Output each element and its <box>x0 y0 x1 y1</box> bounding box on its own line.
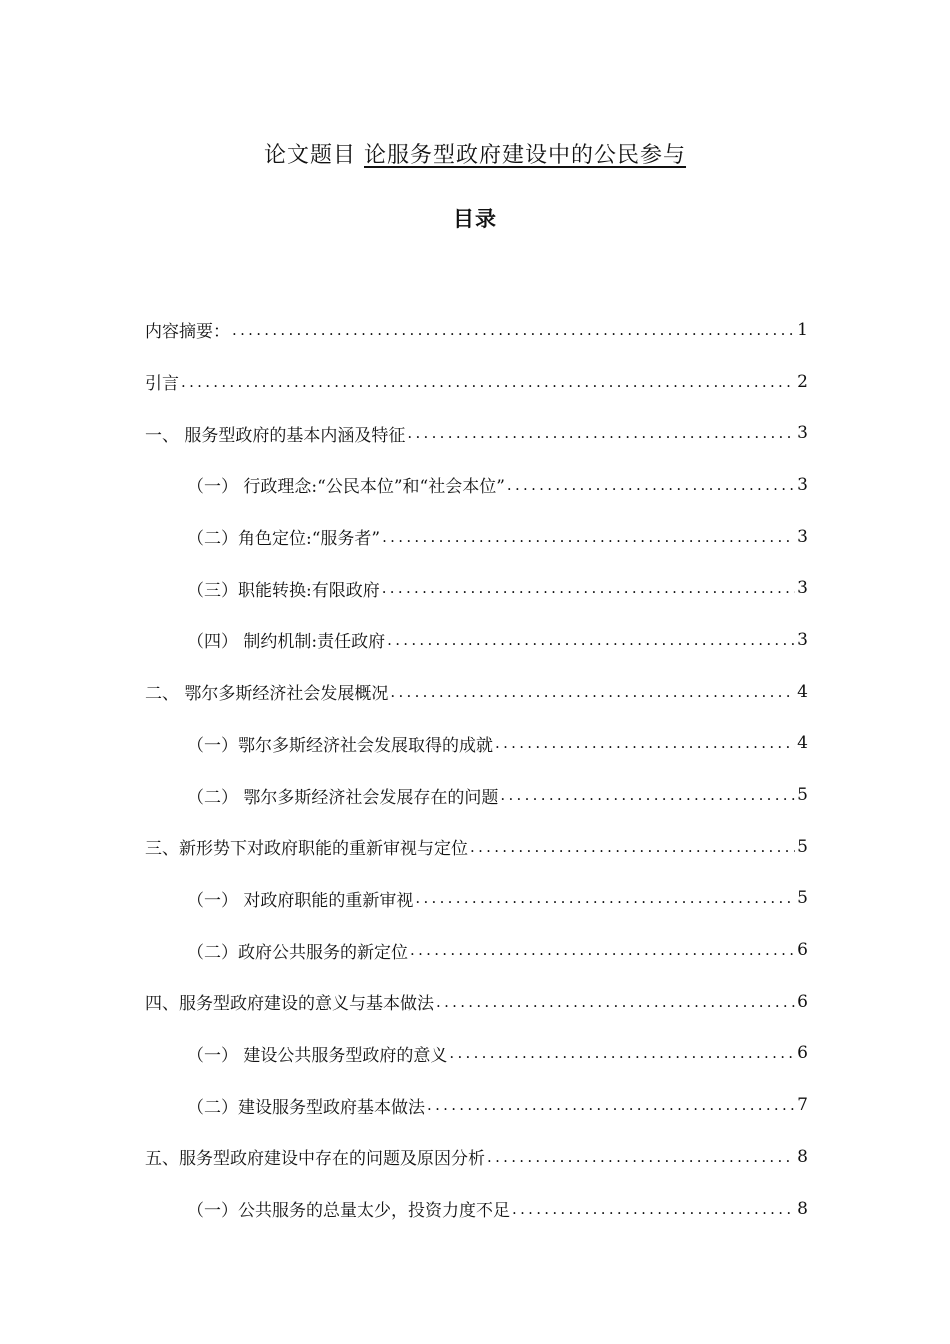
toc-entry-page-number: 3 <box>797 526 808 547</box>
toc-entry-title: 三、新形势下对政府职能的重新审视与定位 <box>145 839 468 860</box>
toc-entry-page-number: 5 <box>797 888 808 909</box>
toc-entry[interactable] <box>145 769 808 821</box>
toc-entry-title: （三）职能转换:有限政府 <box>187 580 380 601</box>
toc-entry-page-number: 1 <box>797 319 808 340</box>
toc-heading: 目录 <box>453 206 497 231</box>
toc-entry-title: （一）鄂尔多斯经济社会发展取得的成就 <box>187 735 493 756</box>
toc-entry[interactable] <box>145 304 808 356</box>
toc-entry-page-number: 8 <box>797 1198 808 1219</box>
toc-dot-leader <box>470 838 795 856</box>
thesis-title <box>0 138 950 169</box>
toc-entry-page-number: 6 <box>797 991 808 1012</box>
toc-entry-page-number: 5 <box>797 785 808 806</box>
toc-dot-leader <box>415 889 795 907</box>
toc-dot-leader <box>390 683 795 701</box>
toc-entry[interactable] <box>145 1131 808 1183</box>
toc-entry[interactable] <box>145 407 808 459</box>
toc-entry[interactable] <box>145 718 808 770</box>
toc-entry-title: （四） 制约机制:责任政府 <box>187 632 386 653</box>
toc-entry-page-number: 5 <box>797 836 808 857</box>
toc-entry-title: 引言 <box>145 374 179 395</box>
toc-dot-leader <box>407 424 795 442</box>
toc-dot-leader <box>495 734 795 752</box>
toc-dot-leader <box>181 373 795 391</box>
toc-entry[interactable] <box>145 666 808 718</box>
toc-entry[interactable] <box>145 873 808 925</box>
toc-entry-title: （一） 行政理念:“公民本位”和“社会本位” <box>187 477 505 498</box>
toc-dot-leader <box>449 1044 795 1062</box>
toc-entry-title: （二）建设服务型政府基本做法 <box>187 1097 425 1118</box>
toc-entry-title: （二）政府公共服务的新定位 <box>187 942 408 963</box>
toc-dot-leader <box>507 476 795 494</box>
toc-entry[interactable] <box>145 614 808 666</box>
toc-entry-title: 四、服务型政府建设的意义与基本做法 <box>145 994 434 1015</box>
table-of-contents <box>145 304 808 1234</box>
toc-dot-leader <box>232 321 795 339</box>
toc-entry[interactable] <box>145 562 808 614</box>
thesis-title-text: 论服务型政府建设中的公民参与 <box>364 143 687 168</box>
toc-entry[interactable] <box>145 1028 808 1080</box>
toc-entry-title: （一） 对政府职能的重新审视 <box>187 890 414 911</box>
toc-entry-title: 二、 鄂尔多斯经济社会发展概况 <box>145 684 389 705</box>
toc-dot-leader <box>382 528 795 546</box>
toc-dot-leader <box>512 1200 795 1218</box>
toc-entry[interactable] <box>145 1079 808 1131</box>
toc-dot-leader <box>382 579 795 597</box>
toc-entry[interactable] <box>145 1183 808 1235</box>
toc-dot-leader <box>387 631 795 649</box>
toc-dot-leader <box>410 941 795 959</box>
toc-entry-title: 一、 服务型政府的基本内涵及特征 <box>145 425 406 446</box>
toc-entry-page-number: 8 <box>797 1146 808 1167</box>
toc-entry-page-number: 7 <box>797 1095 808 1116</box>
toc-entry[interactable] <box>145 511 808 563</box>
toc-dot-leader <box>427 1096 795 1114</box>
toc-entry-page-number: 6 <box>797 940 808 961</box>
toc-dot-leader <box>487 1148 795 1166</box>
toc-dot-leader <box>436 993 795 1011</box>
toc-entry-page-number: 2 <box>797 371 808 392</box>
thesis-title-label: 论文题目 <box>263 143 356 168</box>
toc-entry[interactable] <box>145 356 808 408</box>
toc-entry-page-number: 3 <box>797 474 808 495</box>
toc-dot-leader <box>500 786 795 804</box>
toc-entry-page-number: 4 <box>797 733 808 754</box>
toc-entry-page-number: 3 <box>797 629 808 650</box>
toc-entry-title: 内容摘要： <box>145 322 230 343</box>
toc-entry-title: （二）角色定位:“服务者” <box>187 529 381 550</box>
toc-entry-title: （一） 建设公共服务型政府的意义 <box>187 1045 448 1066</box>
toc-entry[interactable] <box>145 459 808 511</box>
toc-entry-page-number: 3 <box>797 578 808 599</box>
toc-entry-page-number: 4 <box>797 681 808 702</box>
toc-entry-title: （一）公共服务的总量太少，投资力度不足 <box>187 1201 510 1222</box>
toc-entry-page-number: 3 <box>797 423 808 444</box>
toc-entry-page-number: 6 <box>797 1043 808 1064</box>
toc-entry-title: 五、服务型政府建设中存在的问题及原因分析 <box>145 1149 485 1170</box>
toc-entry[interactable] <box>145 976 808 1028</box>
toc-entry[interactable] <box>145 821 808 873</box>
toc-entry-title: （二） 鄂尔多斯经济社会发展存在的问题 <box>187 787 499 808</box>
toc-entry[interactable] <box>145 924 808 976</box>
